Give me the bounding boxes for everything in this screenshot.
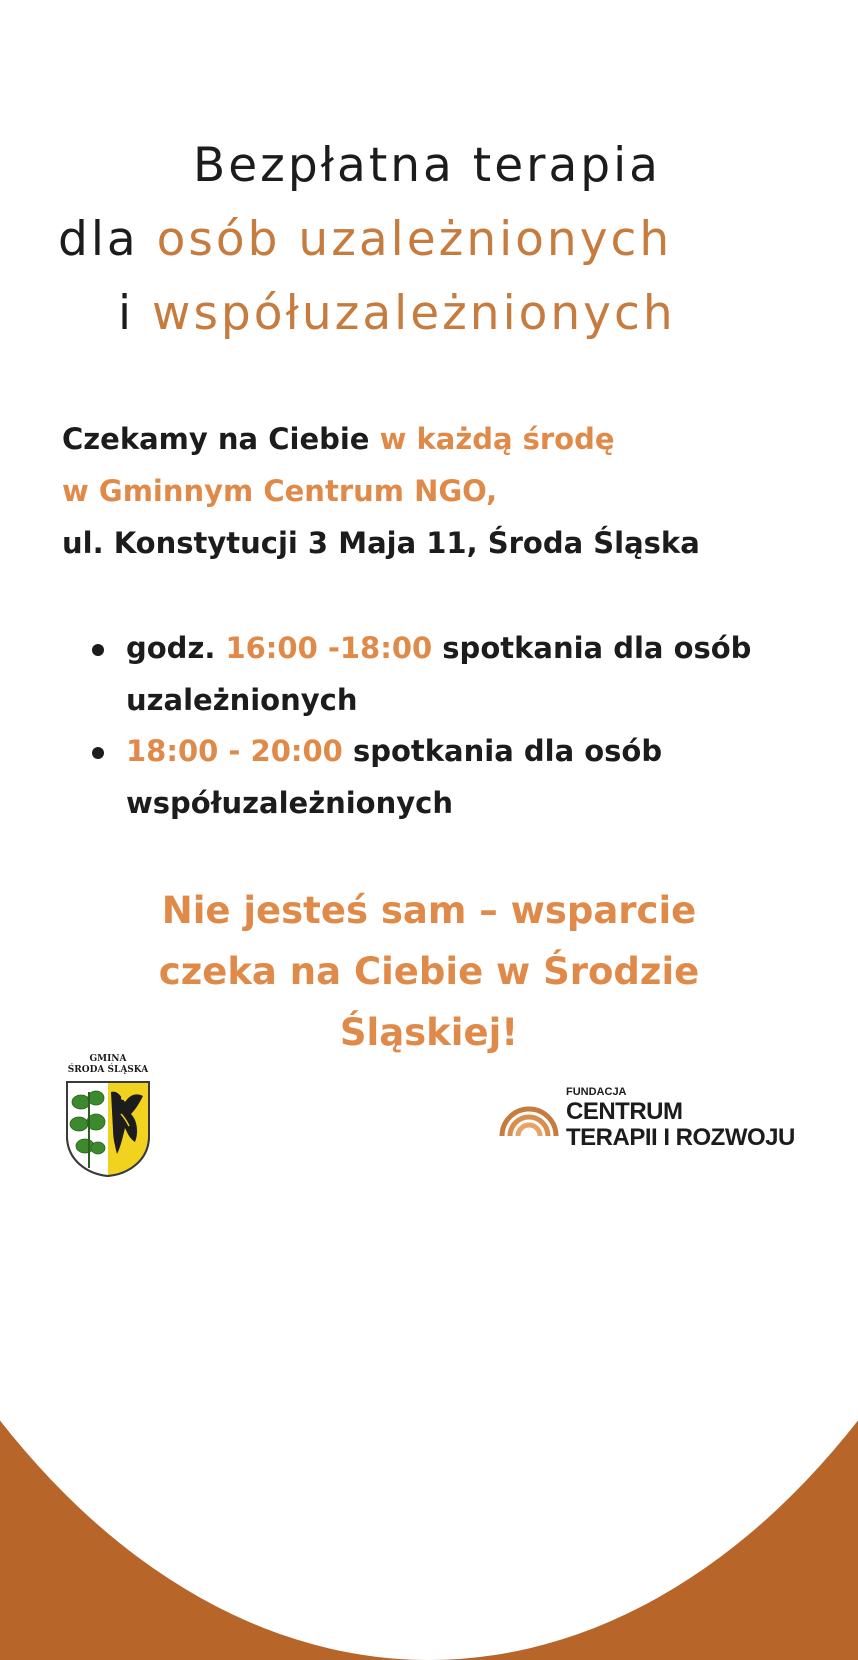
- title-accent-3: współuzależnionych: [152, 286, 676, 341]
- municipality-label-2: ŚRODA ŚLĄSKA: [67, 1065, 149, 1075]
- closing-message: Nie jesteś sam – wsparcie czeka na Ciebie w Środzie Śląskiej!: [158, 889, 700, 1054]
- title-prefix-2: dla: [58, 212, 157, 267]
- foundation-name-1: CENTRUM: [566, 1098, 683, 1125]
- foundation-logo: [498, 1084, 828, 1164]
- title-accent-2: osób uzależnionych: [156, 212, 673, 267]
- bullet-icon: [92, 747, 104, 759]
- schedule-text: [126, 725, 816, 829]
- schedule-text: [126, 622, 816, 726]
- address-line: ul. Konstytucji 3 Maja 11, Środa Śląska: [62, 526, 700, 560]
- schedule-prefix: godz.: [126, 631, 226, 665]
- info-orange-text: w każdą środę: [379, 422, 615, 456]
- coat-of-arms-icon: [65, 1080, 151, 1178]
- foundation-name-2: TERAPII I ROZWOJU: [566, 1124, 795, 1151]
- municipality-label-1: GMINA: [89, 1054, 127, 1064]
- schedule-description: spotkania dla osób uzależnionych: [126, 631, 752, 717]
- municipality-logo: [58, 1054, 158, 1179]
- title-prefix-3: i: [118, 286, 152, 341]
- info-dark-text: Czekamy na Ciebie: [62, 422, 380, 456]
- schedule-time: 16:00 -18:00: [225, 631, 433, 665]
- foundation-small-label: FUNDACJA: [566, 1086, 627, 1098]
- title-line-1: [0, 138, 856, 193]
- bullet-icon: [92, 644, 104, 656]
- info-line-2: w Gminnym Centrum NGO,: [62, 474, 498, 508]
- title-text-1: Bezpłatna terapia: [193, 138, 661, 193]
- arc-rainbow-icon: [498, 1100, 560, 1140]
- title-line-2: [58, 212, 858, 267]
- info-line-1: [62, 422, 615, 456]
- schedule-description: spotkania dla osób współuzależnionych: [126, 734, 663, 820]
- title-line-3: [118, 286, 858, 341]
- schedule-time: 18:00 - 20:00: [126, 734, 343, 768]
